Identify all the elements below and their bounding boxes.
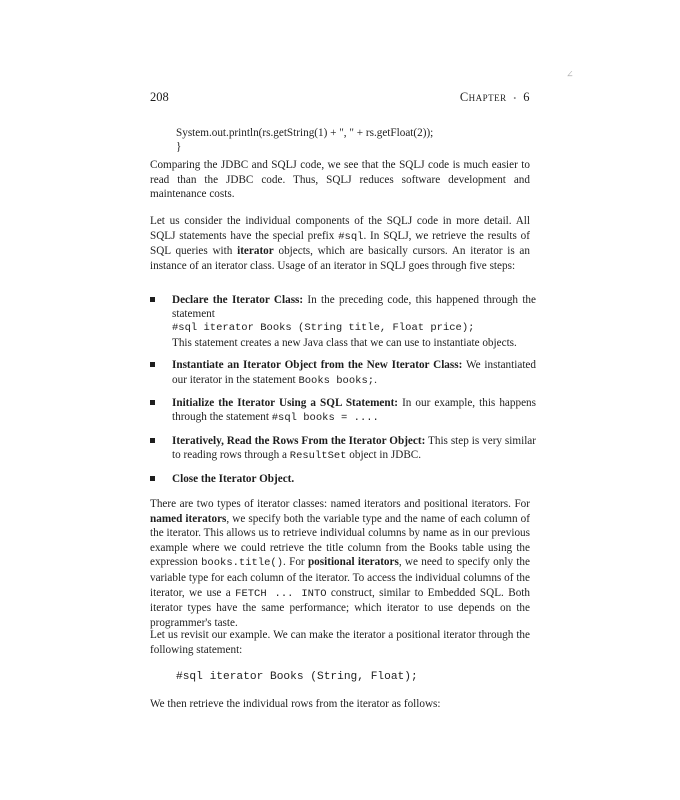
step-title: Close the Iterator Object.	[172, 473, 295, 486]
list-item	[150, 434, 536, 463]
step-code: #sql books = ....	[271, 412, 379, 425]
step-code: Books books;	[298, 374, 375, 387]
bullet-icon	[150, 400, 155, 405]
code-mid-line: #sql iterator Books (String, Float);	[176, 671, 418, 683]
list-item	[150, 396, 536, 425]
step-code: #sql iterator Books (String title, Float price);	[172, 322, 475, 335]
bullet-icon	[150, 476, 155, 481]
paragraph-2-b: . In SQLJ, we retrieve the results of SQL queries with	[150, 229, 530, 258]
page-number: 208	[150, 90, 169, 104]
paragraph-2-c: objects, which are basically cursors. An iterator is an instance of an iterator class. Usage of an iterator in SQLJ goes through five steps:	[150, 245, 530, 272]
paragraph-3-d: , we need to specify only the variable type for each column of the iterator. To access the individual columns of the iterator, we use a	[150, 556, 530, 599]
bullet-icon	[150, 362, 155, 367]
paragraph-2-bold: iterator	[237, 245, 274, 258]
chapter-separator: •	[513, 94, 517, 103]
step-title: Iteratively, Read the Rows From the Iterator Object:	[172, 435, 426, 448]
bullet-icon	[150, 438, 155, 443]
chapter-heading	[460, 90, 530, 105]
paragraph-1: Comparing the JDBC and SQLJ code, we see that the SQLJ code is much easier to read than the JDBC code. Thus, SQLJ reduces software development and maintenance costs.	[150, 159, 530, 201]
paragraph-3-bold-1: named iterators	[150, 512, 227, 525]
bullet-icon	[150, 297, 155, 302]
step-text: In our example, this happens through the statement	[172, 397, 536, 424]
paragraph-2-code: #sql	[338, 230, 364, 243]
chapter-number: 6	[523, 90, 530, 104]
paragraph-2-a: Let us consider the individual components of the SQLJ code in more detail. All SQLJ statements have the special prefix	[150, 215, 530, 242]
step-after: object in JDBC.	[346, 449, 422, 462]
list-item	[150, 472, 536, 487]
step-title: Declare the Iterator Class:	[172, 294, 304, 306]
scan-mark: ∠	[566, 70, 574, 80]
step-title: Instantiate an Iterator Object from the New Iterator Class:	[172, 359, 463, 372]
paragraph-5: We then retrieve the individual rows from the iterator as follows:	[150, 698, 441, 710]
step-text: We instantiated our iterator in the statement	[172, 359, 536, 386]
paragraph-3-c: . For	[283, 556, 308, 569]
step-title: Initialize the Iterator Using a SQL Statement:	[172, 397, 399, 410]
paragraph-3-code-2: FETCH ... INTO	[235, 587, 327, 600]
step-after: This statement creates a new Java class that we can use to instantiate objects.	[172, 336, 517, 349]
code-top-line-1: System.out.println(rs.getString(1) + ", " + rs.getFloat(2));	[176, 127, 434, 139]
step-text: In the preceding code, this happened through the statement	[172, 294, 536, 321]
paragraph-4: Let us revisit our example. We can make the iterator a positional iterator through the following statement:	[150, 629, 530, 656]
steps-list	[150, 293, 536, 496]
paragraph-3-a: There are two types of iterator classes: named iterators and positional iterators. For	[150, 498, 530, 510]
page-header	[150, 90, 530, 106]
list-item	[150, 358, 536, 387]
paragraph-3	[150, 497, 530, 630]
step-code: ResultSet	[289, 450, 347, 463]
chapter-label: Chapter	[459, 90, 507, 104]
paragraph-3-b: , we specify both the variable type and the name of each column of the iterator. This allows us to retrieve individual columns by name as in our previous example where we could retrieve the title column from the Books table using the expression	[150, 512, 530, 569]
step-text: This step is very similar to reading rows through a	[172, 435, 537, 462]
code-top-line-2: }	[176, 141, 182, 153]
paragraph-3-e: construct, similar to Embedded SQL. Both iterator types have the same performance; which iterator to use depends on the programmer's taste.	[150, 586, 530, 629]
paragraph-3-bold-2: positional iterators	[307, 556, 399, 569]
paragraph-3-code-1: books.title()	[201, 557, 284, 570]
list-item	[150, 293, 536, 350]
paragraph-2	[150, 214, 530, 273]
step-after: .	[374, 373, 377, 386]
